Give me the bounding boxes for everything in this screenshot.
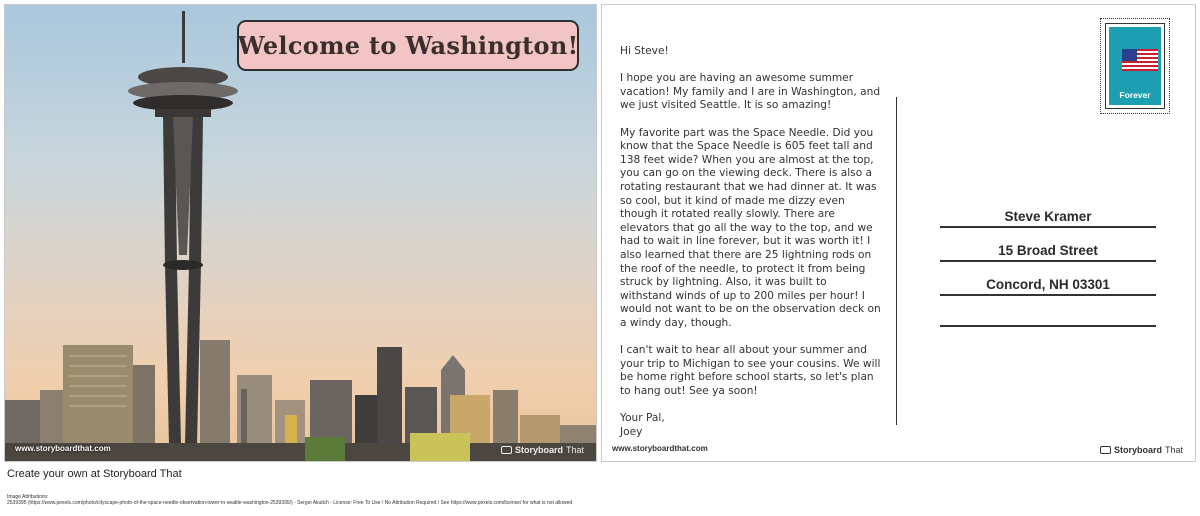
address-line (940, 226, 1156, 228)
logo-light: That (1164, 445, 1183, 455)
letter-signoff: Your Pal, (620, 412, 665, 425)
address-line (940, 294, 1156, 296)
letter-paragraph: My favorite part was the Space Needle. Did you know that the Space Needle is 605 feet tall and 138 feet wide? When you are almost at the top, you can go on the viewing deck. There is also a rotating restaurant that we had dinner at. It was so cool, but it kind of made me dizzy even though it rotated really slowly. There are elevators that go all the way to the top, and we had to wait in line forever, but it was worth it! I also learned that there are 25 lightning rods on the roof of the needle, to protect it from being struck by lightning. Also, it was built to withstand winds of up to 200 miles per hour! I would not want to be on the observation deck on a windy day, though. (620, 126, 881, 329)
storyboard-logo-icon (501, 446, 512, 454)
us-flag-icon (1122, 49, 1158, 71)
postcard-watermark: www.storyboardthat.com (612, 444, 708, 453)
address-line (940, 260, 1156, 262)
address-name: Steve Kramer (1004, 209, 1092, 224)
logo-bold: Storyboard (514, 445, 563, 455)
postcard-panel (601, 4, 1196, 462)
letter-signature: Joey (620, 425, 643, 438)
image-attributions (7, 494, 572, 506)
attributions-text: 2539395 (https://www.pexels.com/photo/cityscape-photo-of-the-space-needle-observation-tower-in-seattle-washington-2539395/) - Sergei Akulich - License: Free To Use / No Attribution Required / See https://www.pexels.com/license/ for what is not allowed (7, 500, 573, 506)
photo-watermark: www.storyboardthat.com (15, 444, 111, 453)
postage-stamp (1100, 18, 1170, 114)
storyboardthat-logo (1100, 445, 1183, 455)
attributions-heading: Image Attributions: (7, 494, 49, 500)
letter-body (620, 45, 882, 439)
address-line (940, 325, 1156, 327)
letter-paragraph: I hope you are having an awesome summer vacation! My family and I are in Washington, and we just visited Seattle. It is so amazing! (620, 72, 881, 112)
logo-bold: Storyboard (1113, 445, 1162, 455)
postcard-divider (896, 97, 897, 425)
welcome-title-box (237, 20, 579, 71)
welcome-title: Welcome to Washington! (237, 31, 579, 60)
letter-greeting: Hi Steve! (620, 45, 669, 57)
logo-light: That (565, 445, 584, 455)
seattle-skyline-illustration (5, 5, 597, 462)
stamp-label: Forever (1119, 90, 1151, 100)
letter-paragraph: I can't wait to hear all about your summer and your trip to Michigan to see your cousins. We will be home right before school starts, so let's plan to hang out! See ya soon! (620, 344, 881, 397)
address-street: 15 Broad Street (998, 243, 1098, 258)
photo-panel (4, 4, 597, 462)
address-city: Concord, NH 03301 (986, 277, 1110, 292)
create-your-own-link[interactable]: Create your own at Storyboard That (7, 468, 182, 480)
storyboardthat-logo (501, 445, 584, 455)
storyboard-logo-icon (1100, 446, 1111, 454)
